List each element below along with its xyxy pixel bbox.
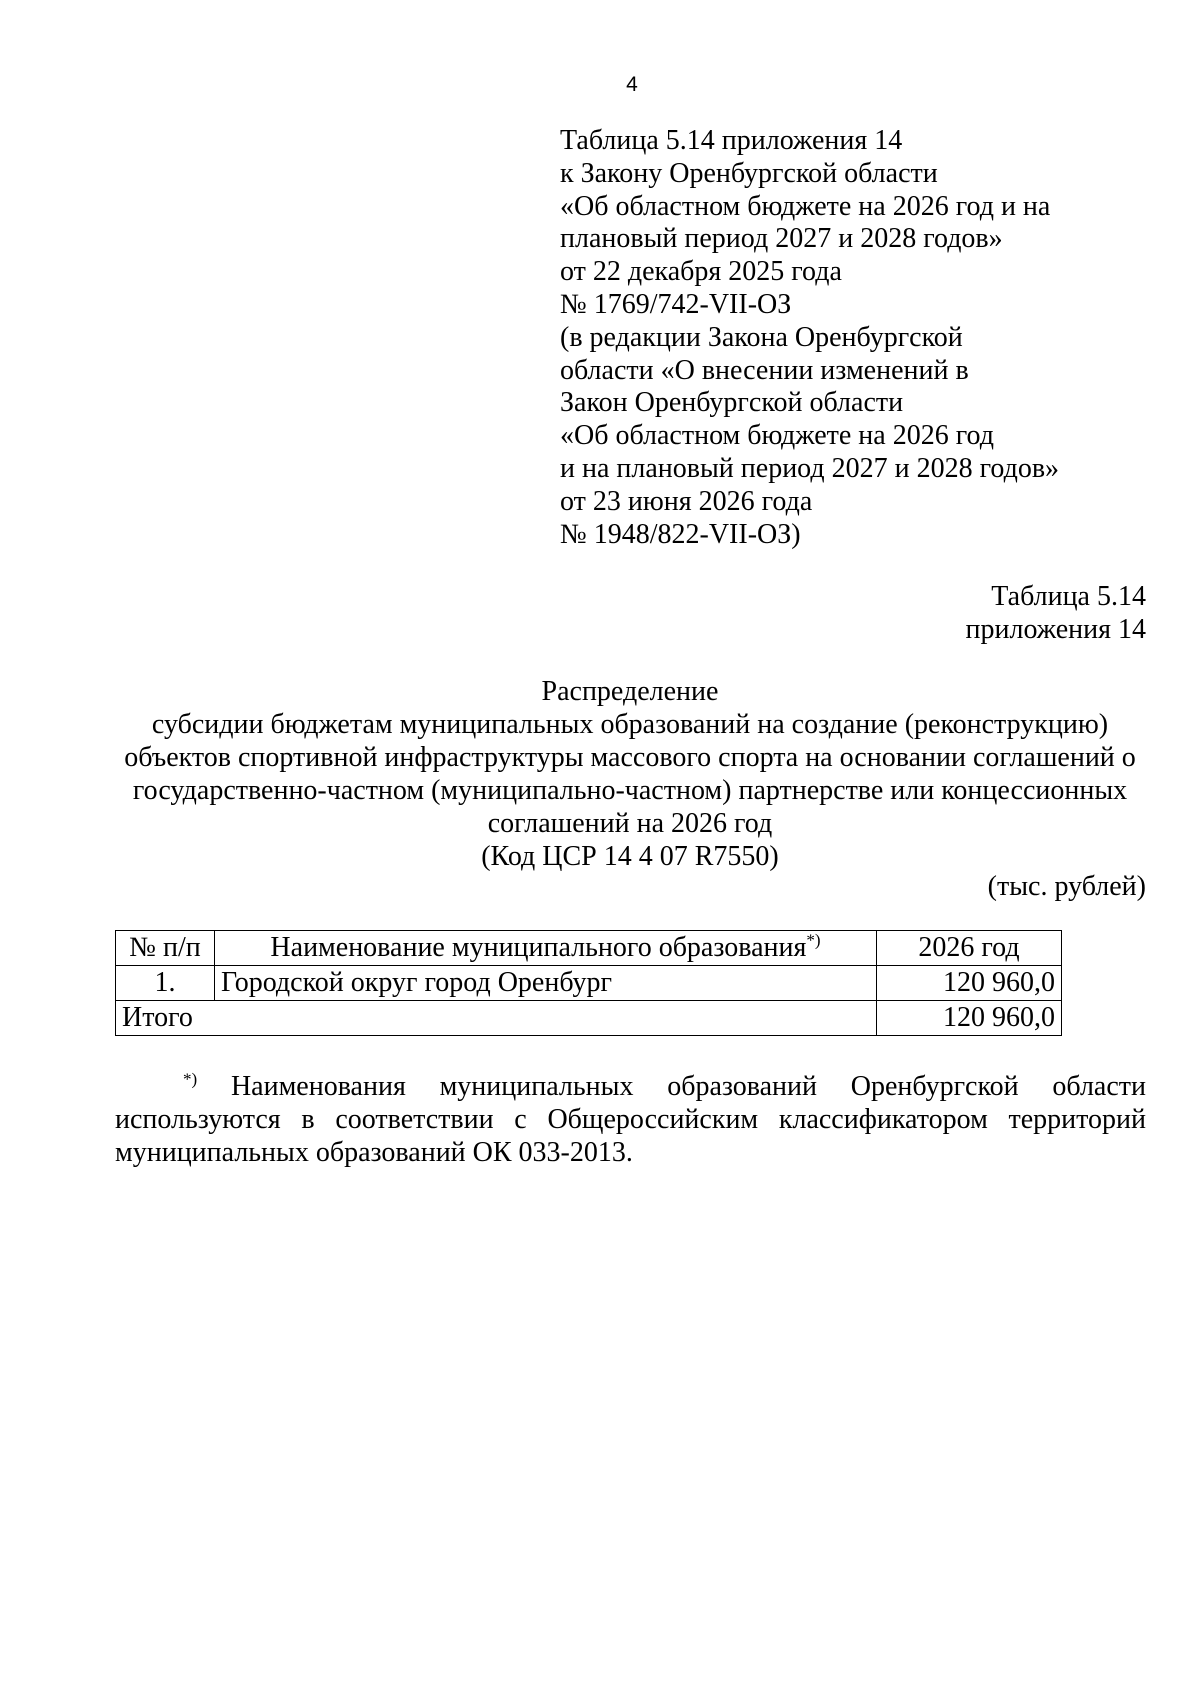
distribution-table: [115, 930, 1062, 1036]
total-value: 120 960,0: [877, 1001, 1062, 1036]
appendix-note-line: «Об областном бюджете на 2026 год: [560, 420, 994, 452]
document-heading: [110, 675, 1150, 873]
heading-title: Распределение: [541, 676, 719, 707]
appendix-note-line: Таблица 5.14 приложения 14: [560, 125, 903, 156]
table-total-row: [116, 1001, 1062, 1036]
appendix-note-line: (в редакции Закона Оренбургской: [560, 321, 963, 353]
heading-line: субсидии бюджетам муниципальных образований на создание (реконструкцию): [151, 709, 1109, 740]
row-municipality: Городской округ город Оренбург: [215, 966, 877, 1001]
total-label: Итого: [116, 1001, 877, 1036]
appendix-note-line: от 22 декабря 2025 года: [560, 256, 842, 288]
header-municipality-label: Наименование муниципального образования: [270, 932, 807, 963]
appendix-note-line: и на плановый период 2027 и 2028 годов»: [560, 452, 1060, 484]
units-label: (тыс. рублей): [987, 871, 1146, 902]
appendix-note-line: плановый период 2027 и 2028 годов»: [560, 223, 1003, 255]
appendix-note-line: № 1769/742-VII-ОЗ: [560, 288, 792, 320]
header-municipality: [215, 931, 877, 966]
appendix-note-line: к Закону Оренбургской области: [560, 157, 938, 189]
table-reference-line: Таблица 5.14: [991, 581, 1146, 612]
appendix-note-line: № 1948/822-VII-ОЗ): [560, 518, 801, 550]
appendix-note-line: области «О внесении изменений в: [560, 354, 969, 386]
appendix-note: [560, 125, 1160, 551]
row-value: 120 960,0: [877, 966, 1062, 1001]
appendix-note-line: Закон Оренбургской области: [560, 387, 904, 419]
footnote: [115, 1070, 1146, 1169]
heading-line: объектов спортивной инфраструктуры массового спорта на основании соглашений о: [124, 742, 1136, 773]
table-reference-line: приложения 14: [965, 614, 1146, 645]
table-header-row: [116, 931, 1062, 966]
heading-code: (Код ЦСР 14 4 07 R7550): [481, 841, 779, 872]
header-year: 2026 год: [877, 931, 1062, 966]
footnote-marker: *): [806, 930, 821, 950]
appendix-note-line: «Об областном бюджете на 2026 год и на: [560, 190, 1051, 222]
heading-line: государственно-частном (муниципально-частном) партнерстве или концессионных: [132, 775, 1128, 806]
footnote-mark: *): [183, 1069, 198, 1089]
table-row: [116, 966, 1062, 1001]
heading-line: соглашений на 2026 год: [487, 808, 773, 839]
table-reference: [966, 580, 1147, 646]
header-number: № п/п: [116, 931, 215, 966]
row-number: 1.: [116, 966, 215, 1001]
footnote-text: Наименования муниципальных образований Оренбургской области используются в соответствии с Общероссийским классификатором территорий муниципальных образований ОК 033-2013.: [115, 1071, 1146, 1168]
page-number: 4: [626, 73, 638, 96]
appendix-note-line: от 23 июня 2026 года: [560, 485, 813, 517]
